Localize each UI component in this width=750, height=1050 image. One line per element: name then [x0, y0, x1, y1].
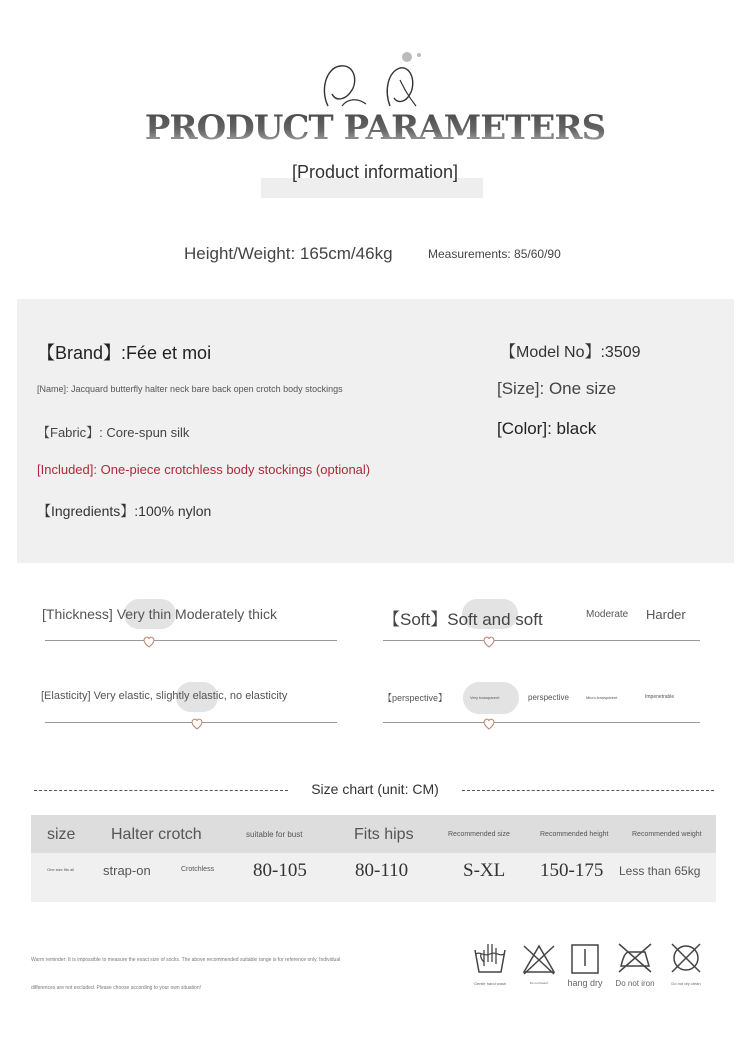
model-measurements: Measurements: 85/60/90 [428, 247, 561, 261]
size-chart-table [31, 815, 716, 902]
cell-recommended-height: 150-175 [540, 860, 604, 881]
size-field: [Size]: One size [497, 379, 617, 398]
color-field: [Color]: black [497, 419, 597, 438]
section-subtitle: [Product information] [291, 162, 459, 182]
cell-strap-on: strap-on [103, 863, 151, 878]
thickness-scale-label: [Thickness] Very thin Moderately thick [42, 606, 277, 622]
ingredients-field: 【Ingredients】:100% nylon [37, 503, 212, 519]
cell-crotchless: Crotchless [181, 866, 215, 873]
header-hips: Fits hips [354, 826, 414, 843]
heart-marker-icon [482, 635, 496, 649]
heart-marker-icon [482, 717, 496, 731]
no-bleach-label: Do not bleach [529, 981, 549, 985]
no-dry-clean-label: Do not dry clean [671, 981, 701, 986]
no-iron-label: Do not iron [615, 979, 655, 988]
cell-recommended-size: S-XL [463, 860, 506, 881]
elasticity-scale-label: [Elasticity] Very elastic, slightly elastic, no elasticity [41, 690, 288, 702]
heart-marker-icon [190, 717, 204, 731]
name-field: [Name]: Jacquard butterfly halter neck bare back open crotch body stockings [37, 384, 343, 394]
brand-field: 【Brand】:Fée et moi [37, 343, 212, 363]
heart-marker-icon [142, 635, 156, 649]
cell-bust: 80-105 [253, 860, 307, 881]
cell-recommended-weight: Less than 65kg [619, 864, 701, 878]
soft-moderate-option: Moderate [586, 609, 629, 620]
size-chart-title: Size chart (unit: CM) [311, 781, 439, 797]
hand-wash-label: Gentle hand wash [473, 981, 507, 986]
header-recommended-weight: Recommended weight [632, 831, 702, 838]
included-field: [Included]: One-piece crotchless body stockings (optional) [37, 462, 371, 477]
model-number-field: 【Model No】:3509 [500, 344, 641, 361]
warm-reminder-line-2: differences are not excluded. Please choose according to your own situation! [31, 985, 202, 991]
model-height-weight: Height/Weight: 165cm/46kg [184, 244, 393, 263]
perspective-option-perspective: perspective [528, 693, 569, 702]
soft-scale-label: 【Soft】Soft and soft [383, 610, 543, 629]
product-info-panel [17, 299, 734, 563]
perspective-option-very-transparent: Very transparent [470, 695, 500, 700]
thickness-scale-line [45, 640, 337, 641]
header-halter-crotch: Halter crotch [111, 826, 202, 843]
hang-dry-label: hang dry [567, 978, 603, 988]
perspective-option-micro-transparent: Micro-transparent [586, 695, 618, 700]
no-iron-icon [617, 942, 653, 974]
soft-harder-option: Harder [646, 607, 686, 622]
header-recommended-size: Recommended size [448, 831, 510, 838]
no-dry-clean-icon [670, 942, 702, 974]
warm-reminder-line-1: Warm reminder: It is impossible to measure the exact size of socks. The above recommended suitable range is for reference only. Individual [31, 957, 341, 963]
cell-hips: 80-110 [355, 860, 409, 881]
perspective-scale-line [383, 722, 700, 723]
fabric-field: 【Fabric】: Core-spun silk [37, 425, 190, 440]
soft-scale-line [383, 640, 700, 641]
cell-size: One size fits all [47, 867, 75, 872]
size-chart-header-row [31, 815, 716, 853]
perspective-scale-label: 【perspective】 [383, 693, 448, 703]
hang-dry-icon [571, 944, 599, 974]
no-bleach-icon [521, 942, 557, 976]
header-recommended-height: Recommended height [540, 831, 609, 838]
header-size: size [47, 826, 76, 843]
perspective-option-impenetrable: Impenetrable [645, 694, 675, 700]
header-bust: suitable for bust [246, 830, 303, 839]
page-title: PRODUCT PARAMETERS [0, 108, 750, 148]
hand-wash-icon [472, 940, 508, 974]
butterfly-logo-icon [318, 50, 428, 114]
